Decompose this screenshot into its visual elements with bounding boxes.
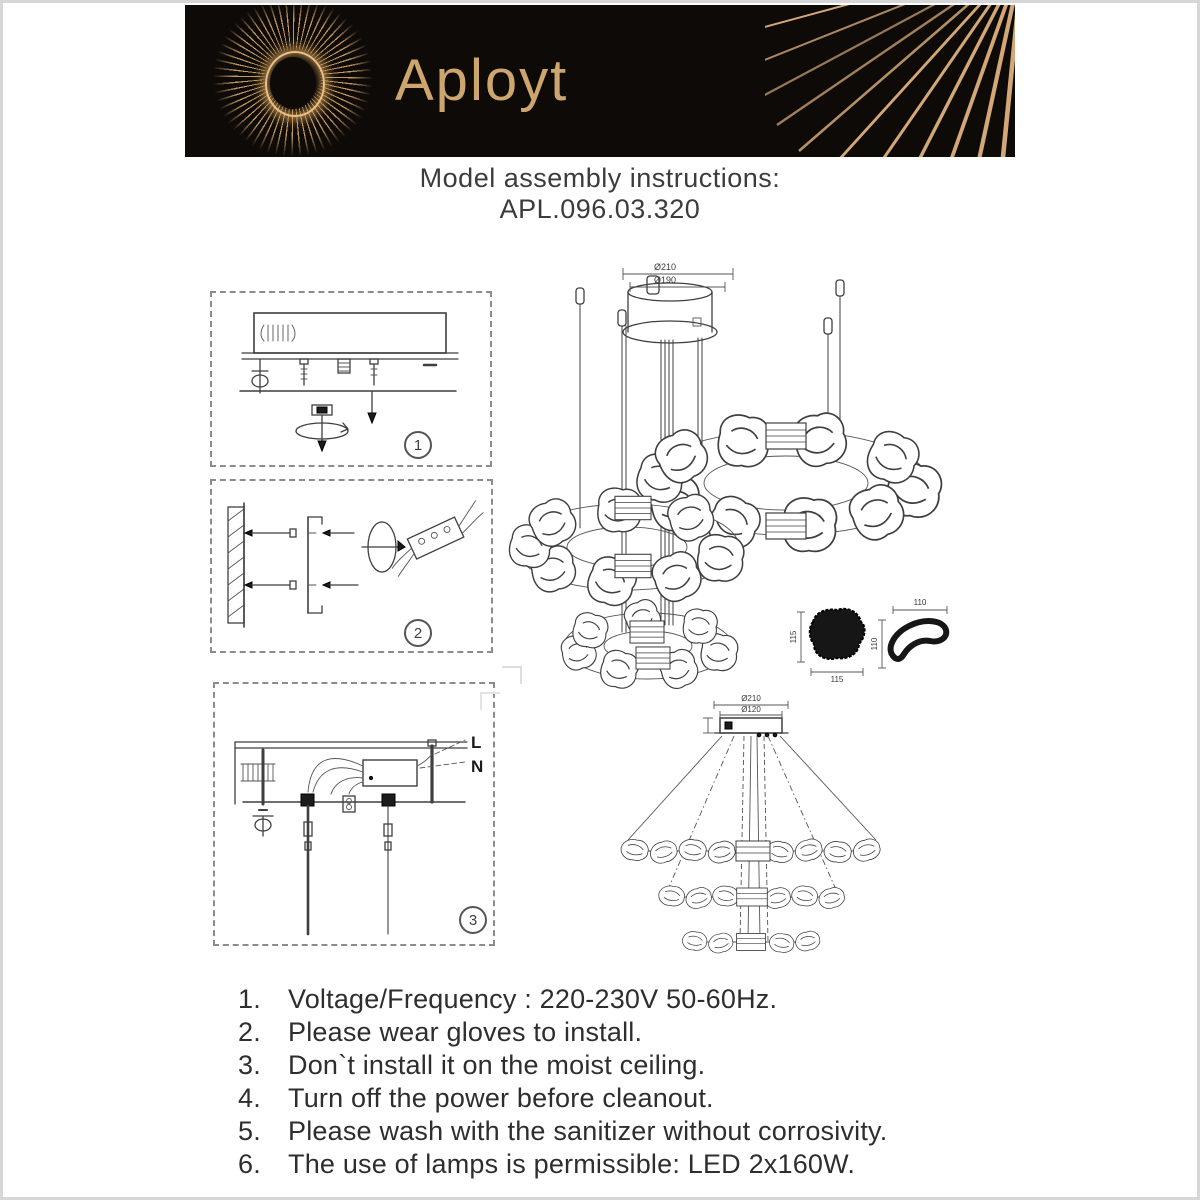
detail-side-width-dim: 110: [913, 598, 927, 607]
registration-mark: [480, 692, 500, 710]
instruction-text: Please wash with the sanitizer without corrosivity.: [288, 1116, 888, 1146]
detail-front-width-dim: 115: [830, 675, 844, 684]
detail-front-height-dim: 115: [789, 630, 798, 644]
instructions-list: [238, 983, 1038, 1181]
instruction-item: [238, 1049, 1038, 1082]
instruction-item: [238, 1148, 1038, 1181]
step-1-badge: 1: [404, 431, 432, 459]
instruction-item: [238, 983, 1038, 1016]
step-3-badge: 3: [459, 906, 487, 934]
front-canopy: [714, 718, 788, 737]
registration-mark: [502, 666, 522, 684]
instruction-text: Don`t install it on the moist ceiling.: [288, 1050, 706, 1080]
instruction-number: 4.: [238, 1083, 261, 1113]
chandelier-front-view-drawing: [610, 690, 920, 980]
page-title: Model assembly instructions:: [419, 163, 781, 193]
instruction-number: 6.: [238, 1149, 261, 1179]
front-tier-3: [681, 930, 821, 955]
front-tier-1: [619, 837, 882, 866]
instruction-item: [238, 1016, 1038, 1049]
instruction-number: 3.: [238, 1050, 261, 1080]
assembly-step-1-diagram: [210, 291, 492, 467]
canopy-inner-dim: Ø190: [653, 275, 677, 285]
wire-line-label: L: [471, 733, 482, 752]
brand-name: Aployt: [395, 48, 569, 113]
sunburst-center: [270, 57, 316, 109]
canopy: [623, 276, 717, 343]
instruction-text: The use of lamps is permissible: LED 2x160W.: [288, 1149, 856, 1179]
instruction-text: Voltage/Frequency : 220-230V 50-60Hz.: [288, 984, 778, 1014]
step-2-drawing: [212, 481, 487, 647]
step-1-drawing: [212, 293, 486, 461]
front-outer-dim: Ø210: [741, 694, 761, 703]
front-cables: [628, 736, 876, 942]
rays-decoration-icon: [765, 5, 1015, 157]
instruction-number: 2.: [238, 1017, 261, 1047]
model-number: APL.096.03.320: [499, 194, 701, 224]
canopy-dimensions: [623, 262, 733, 292]
step-2-badge: 2: [404, 619, 432, 647]
crystal-detail-front: [789, 609, 865, 684]
chandelier-isometric-drawing: [495, 260, 965, 690]
front-tier-2: [657, 884, 846, 911]
front-inner-dim: Ø120: [741, 705, 761, 714]
assembly-step-3-diagram: [213, 682, 495, 946]
crystal-detail-side: [870, 598, 947, 668]
instruction-text: Turn off the power before cleanout.: [288, 1083, 714, 1113]
assembly-step-2-diagram: [210, 479, 493, 653]
instruction-number: 5.: [238, 1116, 261, 1146]
instruction-number: 1.: [238, 984, 261, 1014]
step-3-drawing: [215, 684, 489, 940]
canopy-outer-dim: Ø210: [653, 262, 677, 272]
instruction-item: [238, 1115, 1038, 1148]
detail-side-height-dim: 110: [870, 637, 879, 651]
brand-header: [185, 5, 1015, 157]
instruction-text: Please wear gloves to install.: [288, 1017, 643, 1047]
wire-neutral-label: N: [471, 757, 484, 776]
crystal-ring-bottom: [560, 596, 741, 690]
instruction-item: [238, 1082, 1038, 1115]
